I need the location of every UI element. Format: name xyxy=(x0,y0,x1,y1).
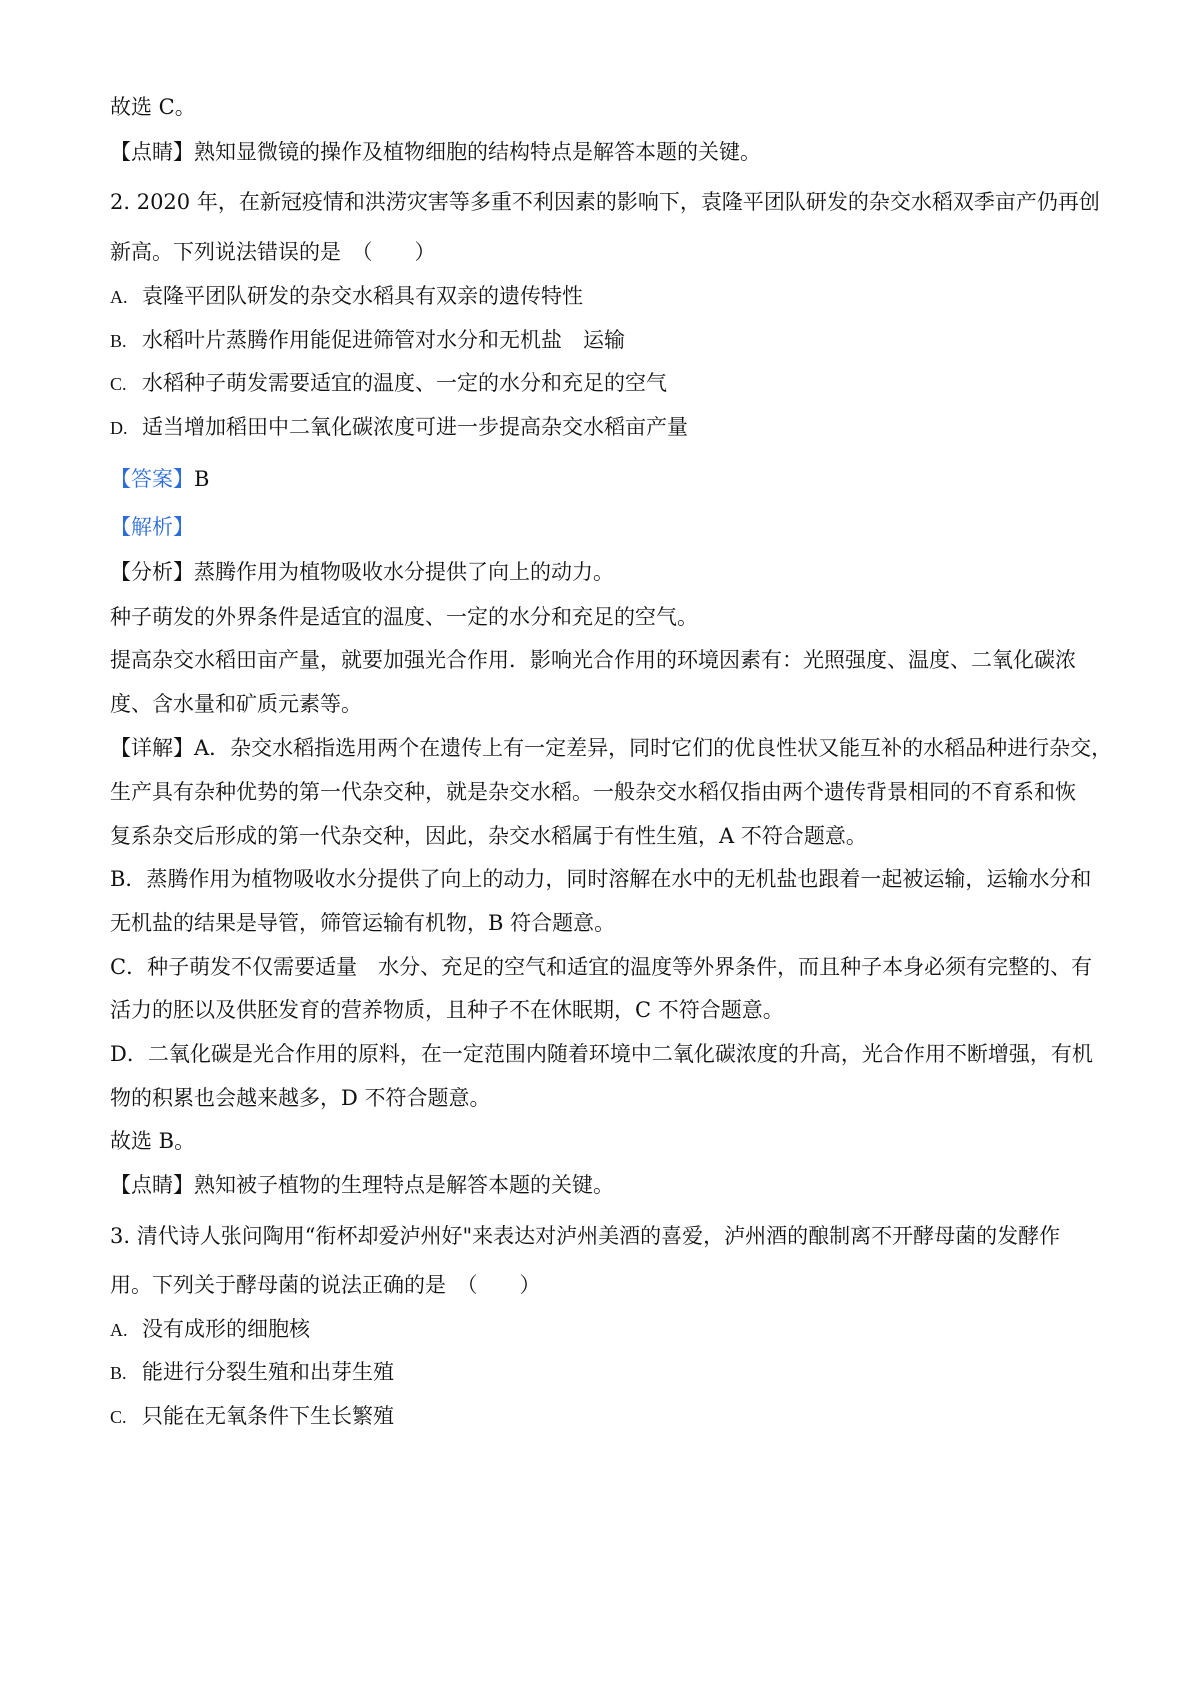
prev-conclusion: 故选 C。 xyxy=(110,95,196,119)
q3-option-b xyxy=(110,1357,1100,1388)
option-letter: A. xyxy=(110,1320,128,1340)
prev-comment xyxy=(110,137,1100,167)
q2-answer xyxy=(110,464,1100,494)
option-text: 水稻叶片蒸腾作用能促进筛管对水分和无机盐 运输 xyxy=(142,328,625,352)
comment-tag: 【点睛】 xyxy=(110,140,194,164)
option-text: 只能在无氧条件下生长繁殖 xyxy=(142,1404,394,1428)
q2-fenxi-line1 xyxy=(110,557,1100,587)
option-letter: C. xyxy=(110,374,127,394)
q3-option-c xyxy=(110,1401,1100,1432)
q2-fenxi-line4: 度、含水量和矿质元素等。 xyxy=(110,692,362,716)
q2-detail-d1: D．二氧化碳是光合作用的原料，在一定范围内随着环境中二氧化碳浓度的升高，光合作用不断增强，有机 xyxy=(110,1042,1093,1066)
q2-detail-c1: C．种子萌发不仅需要适量 水分、充足的空气和适宜的温度等外界条件，而且种子本身必须有完整的、有 xyxy=(110,955,1093,979)
option-text: 适当增加稻田中二氧化碳浓度可进一步提高杂交水稻亩产量 xyxy=(142,415,688,439)
answer-value: B xyxy=(194,467,210,491)
q2-stem-line2: 新高。下列说法错误的是 （ ） xyxy=(110,240,436,264)
q2-detail-b1: B．蒸腾作用为植物吸收水分提供了向上的动力，同时溶解在水中的无机盐也跟着一起被运输，运输水分和 xyxy=(110,867,1092,891)
q2-option-a xyxy=(110,281,1100,312)
q2-detail-d2: 物的积累也会越来越多，D 不符合题意。 xyxy=(110,1086,491,1110)
option-letter: D. xyxy=(110,418,128,438)
q2-option-c xyxy=(110,368,1100,399)
option-letter: A. xyxy=(110,287,128,307)
option-letter: B. xyxy=(110,331,127,351)
q2-option-d xyxy=(110,412,1100,443)
q2-fenxi-line3: 提高杂交水稻田亩产量，就要加强光合作用．影响光合作用的环境因素有：光照强度、温度、二氧化碳浓 xyxy=(110,648,1076,672)
option-text: 袁隆平团队研发的杂交水稻具有双亲的遗传特性 xyxy=(142,284,583,308)
comment-text: 熟知显微镜的操作及植物细胞的结构特点是解答本题的关键。 xyxy=(194,140,761,164)
q2-detail-a2: 生产具有杂种优势的第一代杂交种，就是杂交水稻。一般杂交水稻仅指由两个遗传背景相同的不育系和恢 xyxy=(110,780,1076,804)
q2-detail-a1 xyxy=(110,733,1113,763)
option-text: 能进行分裂生殖和出芽生殖 xyxy=(142,1360,394,1384)
comment-tag: 【点睛】 xyxy=(110,1173,194,1197)
q3-option-a xyxy=(110,1314,1100,1345)
q2-detail-c2: 活力的胚以及供胚发育的营养物质，且种子不在休眠期，C 不符合题意。 xyxy=(110,998,784,1022)
q3-stem-line2: 用。下列关于酵母菌的说法正确的是 （ ） xyxy=(110,1273,541,1297)
comment-text: 熟知被子植物的生理特点是解答本题的关键。 xyxy=(194,1173,614,1197)
q2-detail-a3: 复系杂交后形成的第一代杂交种，因此，杂交水稻属于有性生殖，A 不符合题意。 xyxy=(110,824,867,848)
q2-comment xyxy=(110,1170,1100,1200)
option-letter: B. xyxy=(110,1363,127,1383)
q2-option-b xyxy=(110,325,1100,356)
detail-text: A．杂交水稻指选用两个在遗传上有一定差异，同时它们的优良性状又能互补的水稻品种进行杂交， xyxy=(194,736,1113,760)
fenxi-text: 蒸腾作用为植物吸收水分提供了向上的动力。 xyxy=(194,560,614,584)
detail-tag: 【详解】 xyxy=(110,736,194,760)
q2-conclusion: 故选 B。 xyxy=(110,1129,196,1153)
answer-tag: 【答案】 xyxy=(110,467,194,491)
option-text: 水稻种子萌发需要适宜的温度、一定的水分和充足的空气 xyxy=(142,371,667,395)
q2-analysis-tag: 【解析】 xyxy=(110,515,194,539)
option-text: 没有成形的细胞核 xyxy=(142,1317,310,1341)
q3-stem-line1: 3. 清代诗人张问陶用“衔杯却爱泸州好"来表达对泸州美酒的喜爱，泸州酒的酿制离不开酵母菌的发酵作 xyxy=(110,1224,1061,1248)
option-letter: C. xyxy=(110,1407,127,1427)
fenxi-tag: 【分析】 xyxy=(110,560,194,584)
q2-fenxi-line2: 种子萌发的外界条件是适宜的温度、一定的水分和充足的空气。 xyxy=(110,605,698,629)
q2-stem-line1: 2. 2020 年，在新冠疫情和洪涝灾害等多重不利因素的影响下，袁隆平团队研发的杂交水稻双季亩产仍再创 xyxy=(110,190,1100,214)
q2-detail-b2: 无机盐的结果是导管，筛管运输有机物，B 符合题意。 xyxy=(110,911,616,935)
